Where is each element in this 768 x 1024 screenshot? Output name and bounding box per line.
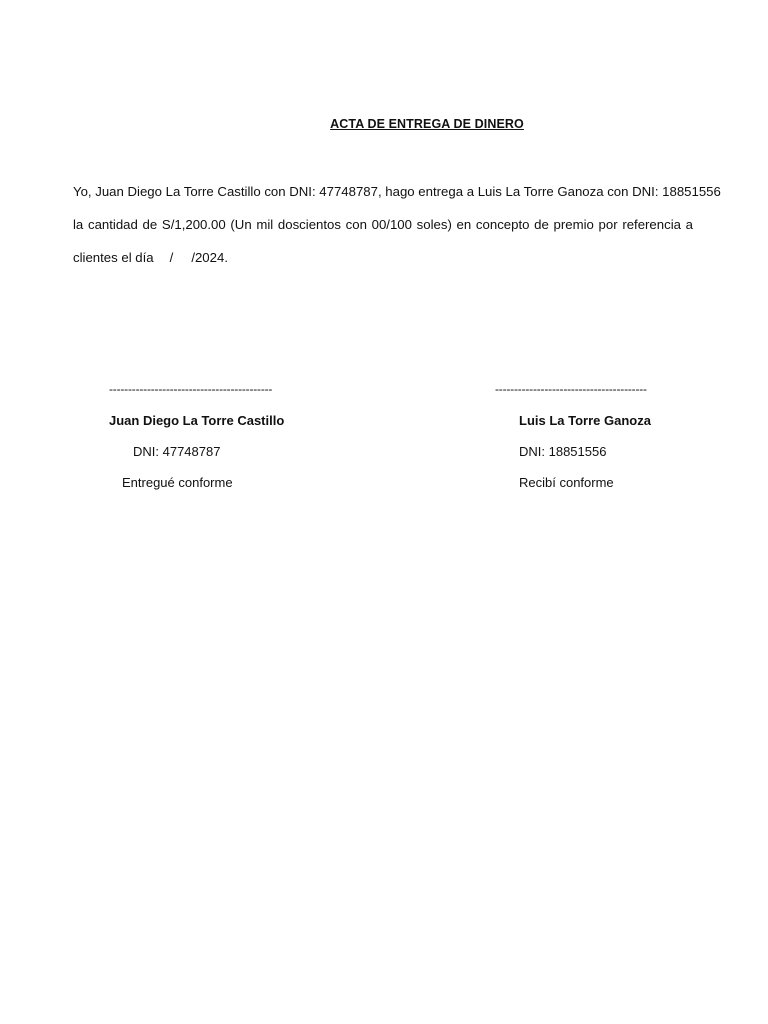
left-signer-name: Juan Diego La Torre Castillo xyxy=(109,413,285,428)
left-signer-note: Entregué conforme xyxy=(122,475,233,490)
paragraph-line-2: la cantidad de S/1,200.00 (Un mil doscientos con 00/100 soles) en concepto de premio por referencia a xyxy=(73,217,693,232)
left-signer-dni: DNI: 47748787 xyxy=(133,444,221,459)
right-signer-name: Luis La Torre Ganoza xyxy=(519,413,651,428)
paragraph-line-3 xyxy=(73,241,693,274)
date-slash: / xyxy=(169,250,174,265)
body-paragraph xyxy=(73,175,721,274)
document-title: ACTA DE ENTREGA DE DINERO xyxy=(330,117,524,131)
date-prefix-text: clientes el día xyxy=(73,250,154,265)
paragraph-line-1: Yo, Juan Diego La Torre Castillo con DNI: 47748787, hago entrega a Luis La Torre Ganoza con DNI: 18851556 xyxy=(73,184,721,199)
date-year-text: /2024. xyxy=(191,250,228,265)
right-signature-line: ---------------------------------------- xyxy=(495,382,647,396)
left-signature-line: ------------------------------------------- xyxy=(109,382,273,396)
right-signer-dni: DNI: 18851556 xyxy=(519,444,607,459)
right-signer-note: Recibí conforme xyxy=(519,475,614,490)
